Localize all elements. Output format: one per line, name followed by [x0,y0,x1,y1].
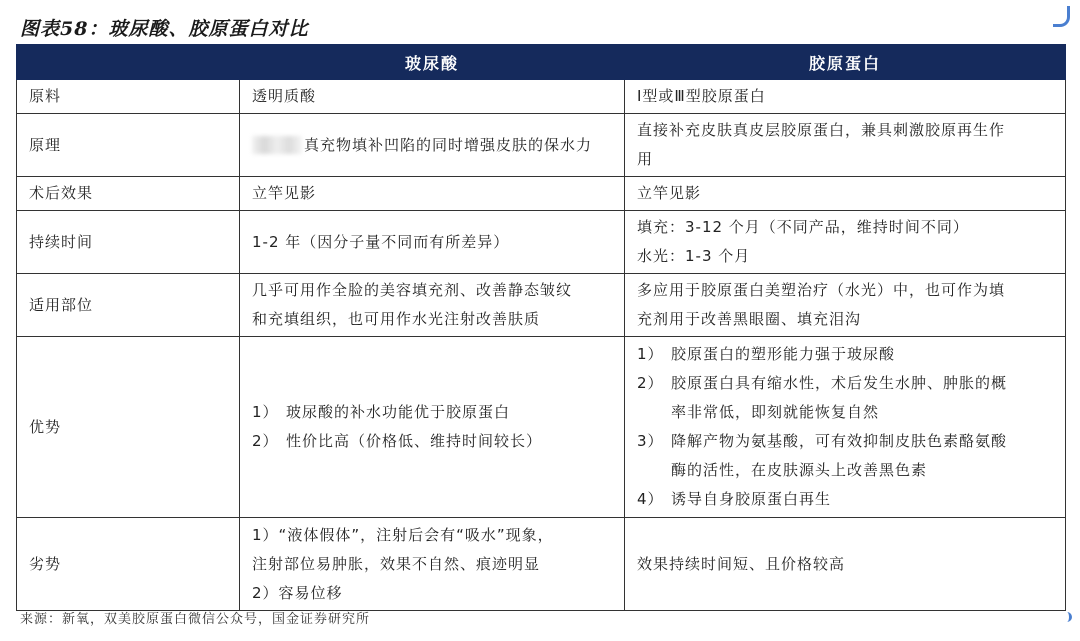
list-text: 诱导自身胶原蛋白再生 [671,490,832,508]
cell-line: 几乎可用作全脸的美容填充剂、改善静态皱纹 [252,281,573,299]
list-number: 4） [637,490,664,508]
cell-hyaluronic [240,114,625,177]
cell-line: 多应用于胶原蛋白美塑治疗（水光）中，也可作为填 [637,281,1006,299]
list-number: 1） [637,345,664,363]
source-note: 来源：新氧，双美胶原蛋白微信公众号，国金证券研究所 [20,612,371,627]
list-number: 2） [252,432,279,450]
list-text-continued: 率非常低，即刻就能恢复自然 [671,403,880,421]
cell-hyaluronic [240,518,625,611]
list-item [637,485,1053,514]
cell-hyaluronic [240,337,625,518]
list-item [637,427,1053,456]
cell-collagen: Ⅰ型或Ⅲ型胶原蛋白 [625,80,1066,114]
cell-collagen: 立竿见影 [625,177,1066,211]
list-number: 2） [637,374,664,392]
cell-collagen [625,274,1066,337]
figure-title: 图表58：玻尿酸、胶原蛋白对比 [20,18,309,40]
cell-collagen [625,337,1066,518]
cell-line: 1）“液体假体”，注射后会有“吸水”现象， [252,525,554,544]
cell-line: 填充：3-12 个月（不同产品，维持时间不同） [637,218,969,236]
cell-line: 注射部位易肿胀，效果不自然、痕迹明显 [252,554,541,573]
row-label: 劣势 [17,518,240,611]
cell-collagen: 效果持续时间短、且价格较高 [625,518,1066,611]
table-header-row [17,45,1066,80]
list-number: 1） [252,403,279,421]
corner-decoration [1053,6,1070,27]
row-label: 持续时间 [17,211,240,274]
comparison-table [16,44,1066,611]
table-row [17,518,1066,611]
header-blank [17,45,240,80]
cell-line: 充剂用于改善黑眼圈、填充泪沟 [637,310,862,328]
table-row [17,177,1066,211]
cell-hyaluronic: 1-2 年（因分子量不同而有所差异） [240,211,625,274]
header-collagen: 胶原蛋白 [625,45,1066,80]
list-item [637,369,1053,398]
row-label: 优势 [17,337,240,518]
list-item [252,398,612,427]
cell-hyaluronic: 立竿见影 [240,177,625,211]
table-row [17,274,1066,337]
list-text: 降解产物为氨基酸，可有效抑制皮肤色素酪氨酸 [671,432,1008,450]
row-label: 术后效果 [17,177,240,211]
cell-line: 用 [637,150,654,168]
list-item [637,340,1053,369]
row-label: 适用部位 [17,274,240,337]
list-item [252,427,612,456]
table-row [17,211,1066,274]
cell-collagen [625,114,1066,177]
cell-hyaluronic [240,274,625,337]
cell-hyaluronic: 透明质酸 [240,80,625,114]
cell-line: 水光：1-3 个月 [637,247,751,265]
corner-decoration-bottom [1063,612,1072,622]
list-number: 3） [637,432,664,450]
header-hyaluronic: 玻尿酸 [240,45,625,80]
redaction-blur [252,136,302,154]
list-text: 胶原蛋白具有缩水性，术后发生水肿、肿胀的概 [671,374,1008,392]
list-text: 性价比高（价格低、维持时间较长） [286,432,543,450]
list-text: 玻尿酸的补水功能优于胶原蛋白 [286,403,511,421]
row-label: 原理 [17,114,240,177]
table-row [17,337,1066,518]
cell-line: 2）容易位移 [252,583,343,602]
cell-collagen [625,211,1066,274]
list-text: 胶原蛋白的塑形能力强于玻尿酸 [671,345,896,363]
cell-line: 和充填组织，也可用作水光注射改善肤质 [252,310,541,328]
table-row [17,80,1066,114]
row-label: 原料 [17,80,240,114]
cell-line: 直接补充皮肤真皮层胶原蛋白，兼具刺激胶原再生作 [637,121,1006,139]
list-text-continued: 酶的活性，在皮肤源头上改善黑色素 [671,461,928,479]
table-row [17,114,1066,177]
cell-text: 真充物填补凹陷的同时增强皮肤的保水力 [304,135,593,154]
